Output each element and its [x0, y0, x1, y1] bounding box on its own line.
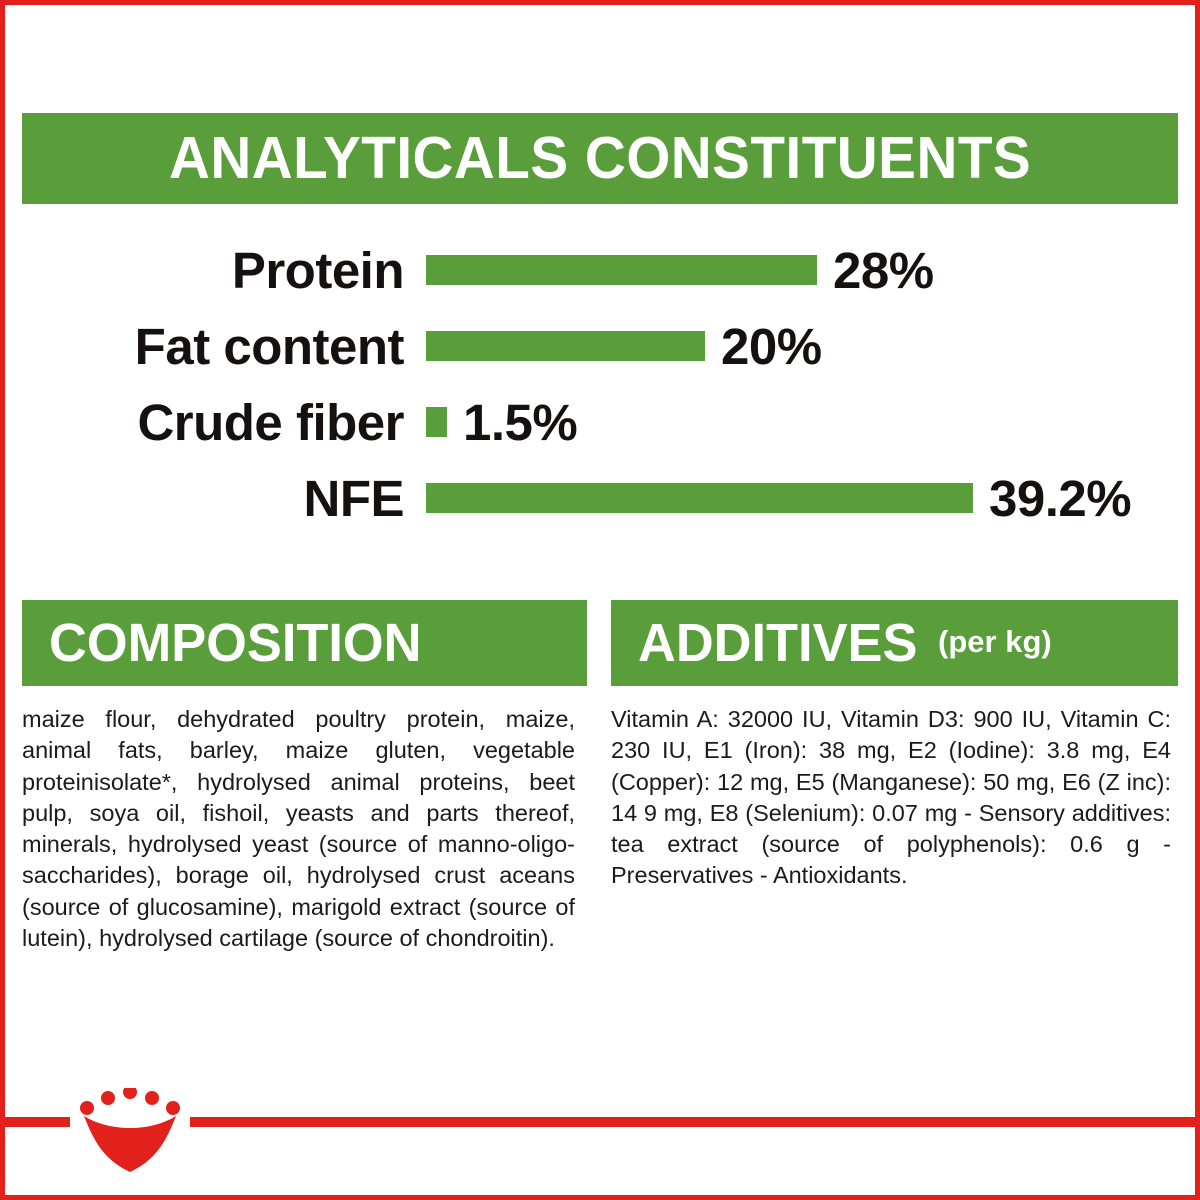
chart-row-crude-fiber — [22, 384, 1178, 460]
additives-header — [611, 600, 1178, 686]
bar-label-crude-fiber: Crude fiber — [137, 393, 404, 451]
bar-crude-fiber — [426, 407, 447, 437]
composition-title: COMPOSITION — [49, 613, 422, 673]
additives-section — [611, 600, 1178, 892]
royal-canin-crown-icon — [70, 1086, 190, 1176]
chart-row-nfe — [22, 460, 1178, 536]
additives-text: Vitamin A: 32000 IU, Vitamin D3: 900 IU, Vitamin C: 230 IU, E1 (Iron): 38 mg, E2 (Iodine): 3.8 mg, E4 (Copper): 12 mg, E5 (Manganese): 50 mg, E6 (Z inc): 14 9 mg, E8 (Selenium): 0.07 mg - Sensory additives: tea extract (source of polyphenols): 0.6 g - Preservatives - Antioxidants. — [611, 706, 1171, 889]
additives-subtitle: (per kg) — [938, 623, 1052, 659]
composition-text: maize flour, dehydrated poultry protein, maize, animal fats, barley, maize gluten, vegetable proteinisolate*, hydrolysed animal proteins, beet pulp, soya oil, fishoil, yeasts and parts thereof, minerals, hydrolysed yeast (source of manno-oligo-saccharides), borage oil, hydrolysed crust aceans (source of glucosamine), marigold extract (source of lutein), hydrolysed cartilage (source of chondroitin). — [22, 706, 575, 951]
composition-section — [22, 600, 587, 954]
bar-value-protein: 28% — [833, 241, 934, 299]
bar-protein — [426, 255, 817, 285]
bar-value-crude-fiber: 1.5% — [463, 393, 578, 451]
bar-label-fat-content: Fat content — [134, 317, 404, 375]
analyticals-chart — [22, 232, 1178, 536]
chart-row-fat-content — [22, 308, 1178, 384]
analyticals-header — [22, 113, 1178, 204]
bar-value-fat-content: 20% — [721, 317, 822, 375]
bar-label-nfe: NFE — [303, 469, 404, 527]
bar-fat-content — [426, 331, 705, 361]
chart-row-protein — [22, 232, 1178, 308]
additives-title: ADDITIVES — [638, 613, 918, 673]
bar-value-nfe: 39.2% — [989, 469, 1132, 527]
analyticals-title: ANALYTICALS CONSTITUENTS — [168, 125, 1032, 191]
bar-label-protein: Protein — [231, 241, 404, 299]
composition-header — [22, 600, 587, 686]
bar-nfe — [426, 483, 973, 513]
